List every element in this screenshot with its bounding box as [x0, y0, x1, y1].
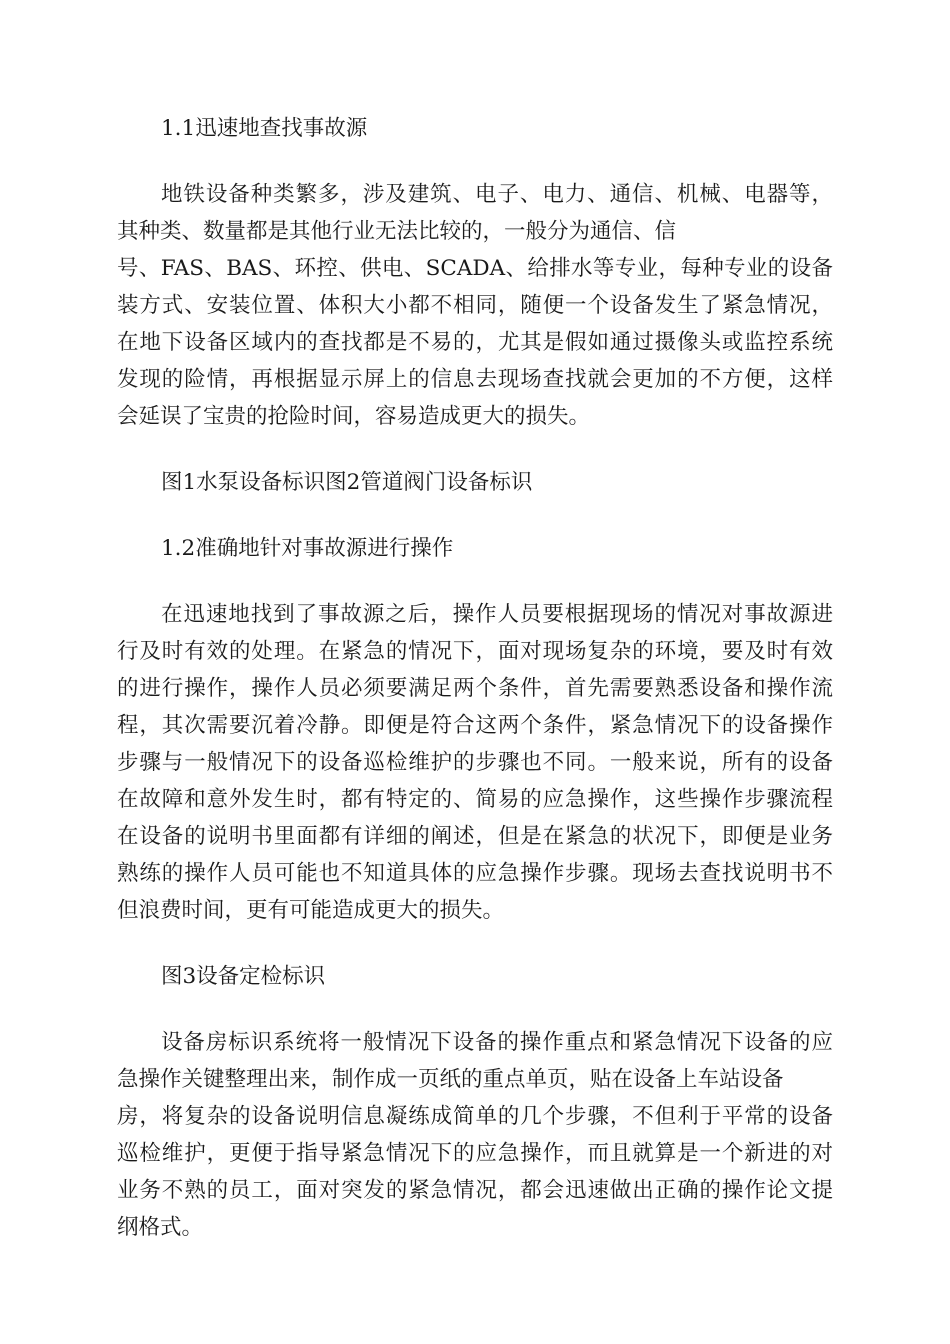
spacer [117, 567, 833, 596]
paragraph-line: 熟练的操作人员可能也不知道具体的应急操作步骤。现场去查找说明书不 [117, 861, 833, 886]
paragraph-line: 巡检维护，更便于指导紧急情况下的应急操作，而且就算是一个新进的对 [117, 1141, 833, 1166]
paragraph-line: 行及时有效的处理。在紧急的情况下，面对现场复杂的环境，要及时有效 [117, 639, 833, 664]
paragraph-line: 急操作关键整理出来，制作成一页纸的重点单页，贴在设备上车站设备 [117, 1067, 784, 1092]
paragraph-line: 发现的险情，再根据显示屏上的信息去现场查找就会更加的不方便，这样 [117, 367, 833, 392]
paragraph-line: 房，将复杂的设备说明信息凝练成简单的几个步骤，不但利于平常的设备 [117, 1104, 833, 1129]
spacer [117, 435, 833, 464]
paragraph-line: 的进行操作，操作人员必须要满足两个条件，首先需要熟悉设备和操作流 [117, 676, 833, 701]
section-heading-1-1: 1.1迅速地查找事故源 [161, 116, 368, 141]
paragraph-line: 但浪费时间，更有可能造成更大的损失。 [117, 898, 505, 923]
paragraph-line: 在地下设备区域内的查找都是不易的，尤其是假如通过摄像头或监控系统 [117, 330, 833, 355]
section-heading-1-2: 1.2准确地针对事故源进行操作 [161, 536, 454, 561]
paragraph-line: 步骤与一般情况下的设备巡检维护的步骤也不同。一般来说，所有的设备 [117, 750, 833, 775]
spacer [117, 147, 833, 176]
spacer [117, 501, 833, 530]
paragraph-line: 地铁设备种类繁多，涉及建筑、电子、电力、通信、机械、电器等， [161, 182, 833, 207]
paragraph-line: 装方式、安装位置、体积大小都不相同，随便一个设备发生了紧急情况， [117, 293, 833, 318]
spacer [117, 929, 833, 958]
paragraph-line: 在故障和意外发生时，都有特定的、简易的应急操作，这些操作步骤流程 [117, 787, 833, 812]
paragraph-line: 号、FAS、BAS、环控、供电、SCADA、给排水等专业，每种专业的设备 [117, 256, 833, 281]
paragraph-1 [117, 176, 833, 435]
figure-caption-1-2: 图1水泵设备标识图2管道阀门设备标识 [161, 470, 533, 495]
paragraph-2 [117, 596, 833, 929]
paragraph-line: 业务不熟的员工，面对突发的紧急情况，都会迅速做出正确的操作论文提 [117, 1178, 833, 1203]
paragraph-line: 其种类、数量都是其他行业无法比较的，一般分为通信、信 [117, 219, 677, 244]
paragraph-line: 在设备的说明书里面都有详细的阐述，但是在紧急的状况下，即便是业务 [117, 824, 833, 849]
paragraph-line: 纲格式。 [117, 1215, 204, 1240]
spacer [117, 995, 833, 1024]
paragraph-line: 会延误了宝贵的抢险时间，容易造成更大的损失。 [117, 404, 591, 429]
paragraph-3 [117, 1024, 833, 1246]
document-page [117, 110, 833, 1246]
paragraph-line: 在迅速地找到了事故源之后，操作人员要根据现场的情况对事故源进 [161, 602, 833, 627]
figure-caption-3: 图3设备定检标识 [161, 964, 326, 989]
paragraph-line: 程，其次需要沉着冷静。即便是符合这两个条件，紧急情况下的设备操作 [117, 713, 833, 738]
paragraph-line: 设备房标识系统将一般情况下设备的操作重点和紧急情况下设备的应 [161, 1030, 833, 1055]
